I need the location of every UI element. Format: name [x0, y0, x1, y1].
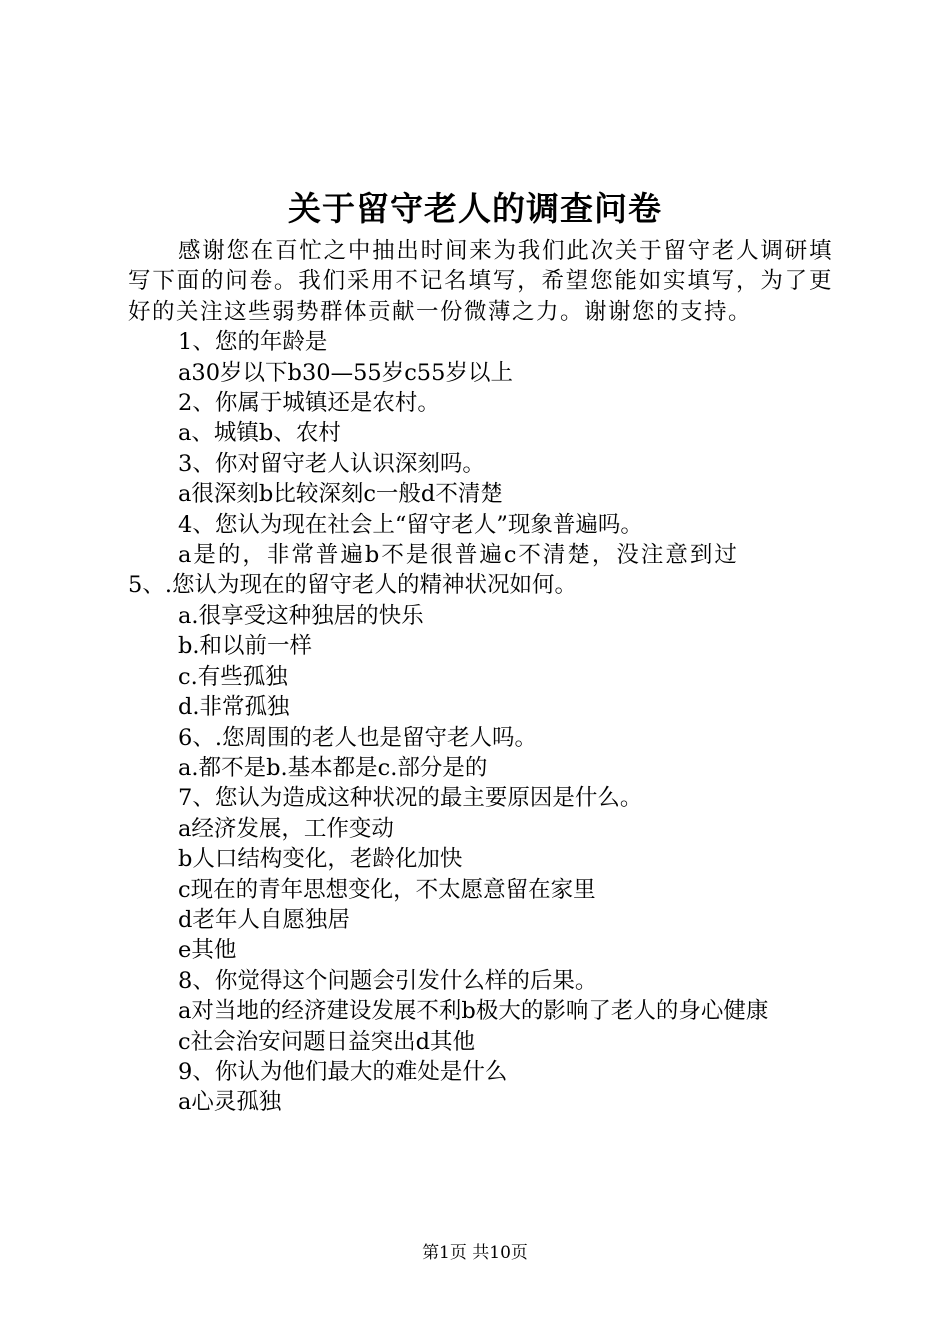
intro-paragraph: 感谢您在百忙之中抽出时间来为我们此次关于留守老人调研填写下面的问卷。我们采用不记名填写，希望您能如实填写，为了更好的关注这些弱势群体贡献一份微薄之力。谢谢您的支持。 — [128, 238, 833, 325]
answer-options-4: a是的，非常普遍b不是很普遍c不清楚，没注意到过 — [178, 542, 739, 569]
answer-option-7e: e其他 — [178, 937, 237, 964]
answer-option-7b: b人口结构变化，老龄化加快 — [178, 846, 463, 873]
answer-option-7a: a经济发展，工作变动 — [178, 815, 394, 842]
answer-options-8ab: a对当地的经济建设发展不利b极大的影响了老人的身心健康 — [178, 998, 769, 1025]
question-7: 7、您认为造成这种状况的最主要原因是什么。 — [178, 785, 643, 812]
question-8: 8、你觉得这个问题会引发什么样的后果。 — [178, 967, 598, 994]
answer-options-1: a30岁以下b30—55岁c55岁以上 — [178, 359, 513, 386]
answer-options-6: a.都不是b.基本都是c.部分是的 — [178, 754, 488, 781]
answer-options-8cd: c社会治安问题日益突出d其他 — [178, 1028, 476, 1055]
document-body — [128, 236, 833, 1118]
answer-option-5a: a.很享受这种独居的快乐 — [178, 602, 424, 629]
question-9: 9、你认为他们最大的难处是什么 — [178, 1058, 508, 1085]
answer-option-5b: b.和以前一样 — [178, 633, 313, 660]
answer-option-9a: a心灵孤独 — [178, 1089, 282, 1116]
answer-options-2: a、城镇b、农村 — [178, 420, 341, 447]
page-footer: 第1页 共10页 — [422, 1243, 528, 1263]
answer-option-5c: c.有些孤独 — [178, 663, 288, 690]
answer-option-5d: d.非常孤独 — [178, 694, 290, 721]
question-4: 4、您认为现在社会上“留守老人”现象普遍吗。 — [178, 511, 643, 538]
answer-option-7c: c现在的青年思想变化，不太愿意留在家里 — [178, 876, 596, 903]
question-3: 3、你对留守老人认识深刻吗。 — [178, 450, 485, 477]
answer-options-3: a很深刻b比较深刻c一般d不清楚 — [178, 481, 503, 508]
answer-option-7d: d老年人自愿独居 — [178, 906, 350, 933]
question-5: 5、.您认为现在的留守老人的精神状况如何。 — [128, 572, 577, 599]
document-title: 关于留守老人的调查问卷 — [288, 189, 662, 228]
question-1: 1、您的年龄是 — [178, 329, 328, 356]
question-6: 6、.您周围的老人也是留守老人吗。 — [178, 724, 537, 751]
question-2: 2、你属于城镇还是农村。 — [178, 390, 440, 417]
